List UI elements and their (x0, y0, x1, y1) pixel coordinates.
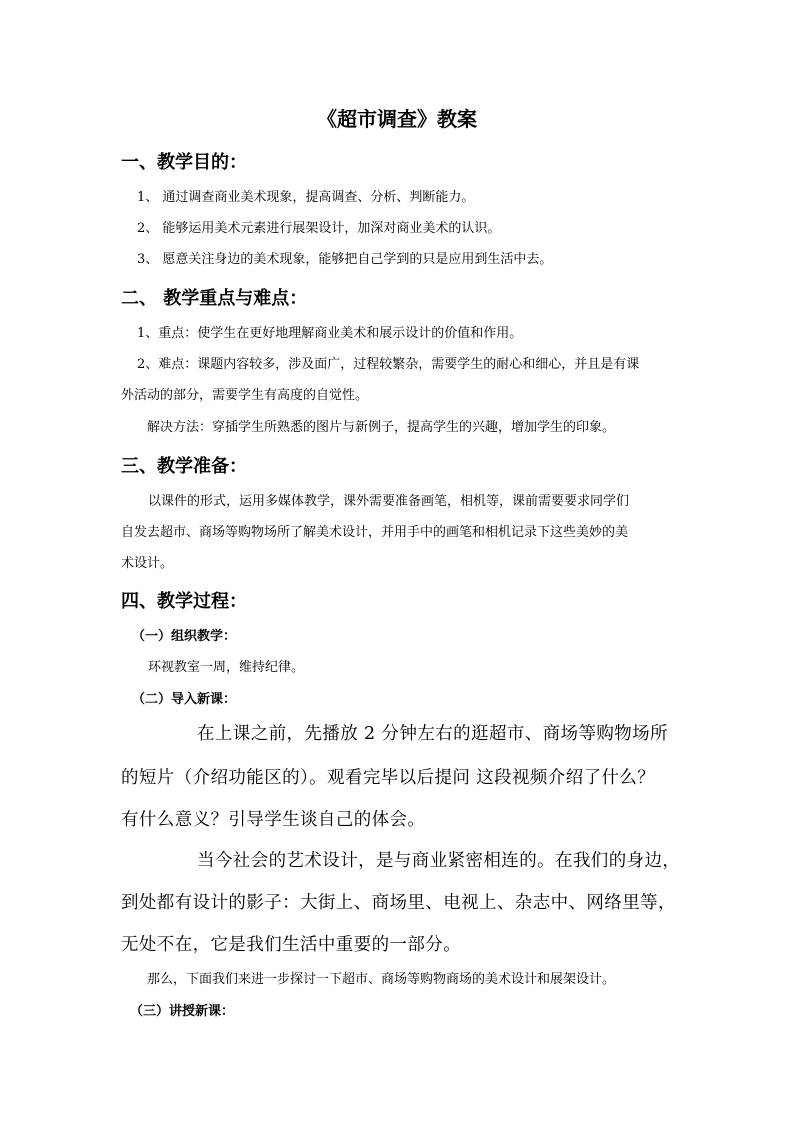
subheading-intro: （二）导入新课： (132, 692, 237, 707)
design-paragraph-line2: 到处都有设计的影子：大街上、商场里、电视上、杂志中、网络里等， (121, 893, 676, 913)
section-heading-preparation: 三、教学准备： (121, 456, 247, 477)
intro-paragraph-line2: 的短片（介绍功能区的）。观看完毕以后提问 这段视频介绍了什么？ (121, 768, 656, 788)
subheading-organize: （一）组织教学： (132, 629, 237, 644)
design-paragraph-line1: 当今社会的艺术设计，是与商业紧密相连的。在我们的身边， (197, 851, 681, 871)
objective-item-2: 2、 能够运用美术元素进行展架设计，加深对商业美术的认识。 (137, 221, 501, 236)
page-title: 《超市调查》教案 (317, 107, 477, 131)
difficulty-item-line1: 2、难点：课题内容较多，涉及面广，过程较繁杂，需要学生的耐心和细心，并且是有课 (137, 357, 640, 372)
difficulty-item-line2: 外活动的部分，需要学生有高度的自觉性。 (121, 388, 369, 403)
intro-paragraph-line3: 有什么意义？引导学生谈自己的体会。 (121, 810, 426, 830)
key-point-item: 1、重点：使学生在更好地理解商业美术和展示设计的价值和作用。 (137, 326, 523, 341)
section-heading-objectives: 一、教学目的： (121, 152, 247, 173)
objective-item-1: 1、 通过调查商业美术现象，提高调查、分析、判断能力。 (137, 190, 475, 205)
organize-text: 环视教室一周，维持纪律。 (148, 660, 305, 675)
design-paragraph-line3: 无处不在，它是我们生活中重要的一部分。 (121, 935, 462, 955)
preparation-line3: 术设计。 (121, 556, 174, 571)
objective-item-3: 3、 愿意关注身边的美术现象，能够把自己学到的只是应用到生活中去。 (137, 252, 553, 267)
subheading-new-lesson: （三）讲授新课： (130, 1004, 235, 1019)
section-heading-key-points: 二、 教学重点与难点： (121, 288, 308, 309)
preparation-line1: 以课件的形式，运用多媒体教学，课外需要准备画笔，相机等，课前需要要求同学们 (148, 494, 630, 509)
intro-paragraph-line1: 在上课之前，先播放 2 分钟左右的逛超市、商场等购物场所 (197, 724, 668, 744)
preparation-line2: 自发去超市、商场等购物场所了解美术设计，并用手中的画笔和相机记录下这些美妙的美 (121, 525, 629, 540)
solution-text: 解决方法：穿插学生所熟悉的图片与新例子，提高学生的兴趣，增加学生的印象。 (147, 420, 616, 435)
transition-text: 那么，下面我们来进一步探讨一下超市、商场等购物商场的美术设计和展架设计。 (147, 972, 616, 987)
section-heading-process: 四、教学过程： (121, 591, 247, 612)
